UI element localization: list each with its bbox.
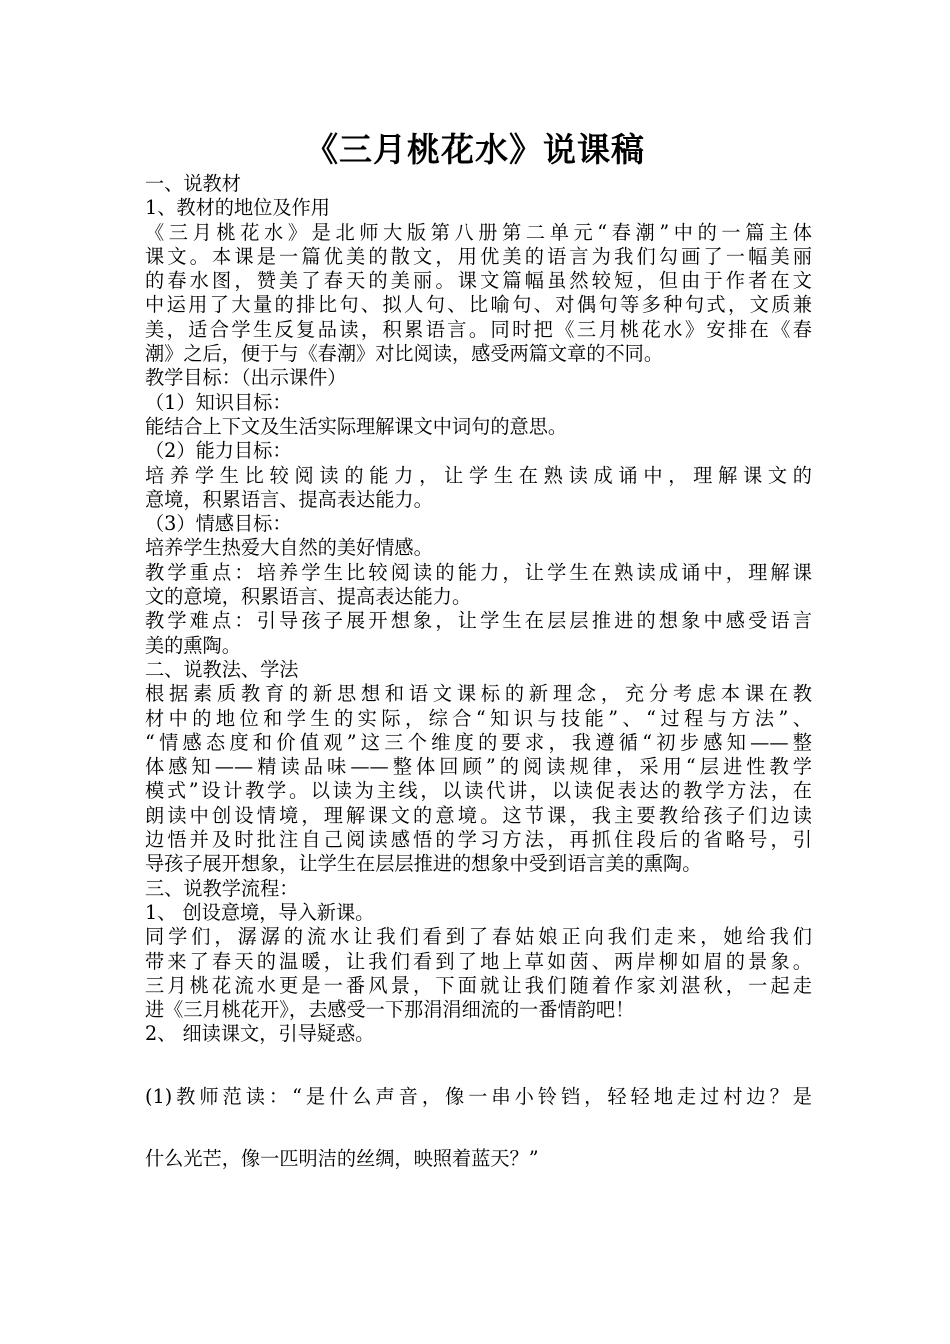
paragraph-line: 文的意境，积累语言、提高表达能力。 [145, 585, 472, 609]
paragraph-line: (1)教师范读：“是什么声音，像一串小铃铛，轻轻地走过村边？是 [145, 1084, 812, 1108]
subsection-heading: 1、教材的地位及作用 [145, 196, 330, 220]
paragraph-line: “情感态度和价值观”这三个维度的要求，我遵循“初步感知——整 [145, 730, 812, 754]
paragraph-line: 同学们，潺潺的流水让我们看到了春姑娘正向我们走来，她给我们 [145, 925, 812, 949]
paragraph-line: 根据素质教育的新思想和语文课标的新理念，充分考虑本课在教 [145, 682, 812, 706]
step-heading: 1、 创设意境，导入新课。 [145, 900, 375, 924]
paragraph-line: 三月桃花流水更是一番风景，下面就让我们随着作家刘湛秋，一起走 [145, 973, 812, 997]
paragraph-line: 导孩子展开想象，让学生在层层推进的想象中受到语言美的熏陶。 [145, 852, 702, 876]
section-heading: 三、说教学流程： [145, 876, 299, 900]
step-heading: 2、 细读课文，引导疑惑。 [145, 1022, 375, 1046]
document-body [145, 172, 812, 1171]
paragraph-line: 培养学生热爱大自然的美好情感。 [145, 536, 433, 560]
paragraph-line: 朗读中创设情境，理解课文的意境。这节课，我主要教给孩子们边读 [145, 803, 812, 827]
paragraph-line: 潮》之后，便于与《春潮》对比阅读，感受两篇文章的不同。 [145, 342, 664, 366]
subsection-heading: 教学目标：（出示课件） [145, 366, 347, 390]
paragraph-line: 材中的地位和学生的实际，综合“知识与技能”、“过程与方法”、 [145, 706, 812, 730]
paragraph-line: 什么光芒，像一匹明洁的丝绸，映照着蓝天？” [145, 1146, 539, 1170]
paragraph-line: 美的熏陶。 [145, 633, 241, 657]
paragraph-line: 教学重点：培养学生比较阅读的能力，让学生在熟读成诵中，理解课 [145, 560, 812, 584]
document-title: 《三月桃花水》说课稿 [305, 130, 645, 169]
paragraph-line: 带来了春天的温暖，让我们看到了地上草如茵、两岸柳如眉的景象。 [145, 949, 812, 973]
paragraph-line: 模式”设计教学。以读为主线，以读代讲，以读促表达的教学方法，在 [145, 779, 812, 803]
section-heading: 一、说教材 [145, 172, 241, 195]
paragraph-line: 体感知——精读品味——整体回顾”的阅读规律，采用“层进性教学 [145, 755, 812, 779]
paragraph-line: 的春水图，赞美了春天的美丽。课文篇幅虽然较短，但由于作者在文 [145, 269, 812, 293]
paragraph-line: 边悟并及时批注自己阅读感悟的学习方法，再抓住段后的省略号，引 [145, 828, 812, 852]
paragraph-line: 意境，积累语言、提高表达能力。 [145, 487, 433, 511]
paragraph-line: 培养学生比较阅读的能力，让学生在熟读成诵中，理解课文的 [145, 463, 812, 487]
paragraph-line: 课文。本课是一篇优美的散文，用优美的语言为我们勾画了一幅美丽 [145, 244, 812, 268]
paragraph-gap [145, 1109, 812, 1147]
goal-heading: （1）知识目标： [145, 390, 292, 414]
paragraph-line: 《三月桃花水》是北师大版第八册第二单元“春潮”中的一篇主体 [145, 220, 812, 244]
paragraph-line: 美，适合学生反复品读，积累语言。同时把《三月桃花水》安排在《春 [145, 317, 812, 341]
paragraph-line: 进《三月桃花开》，去感受一下那涓涓细流的一番情韵吧！ [145, 998, 635, 1022]
paragraph-line: 能结合上下文及生活实际理解课文中词句的意思。 [145, 414, 568, 438]
goal-heading: （3）情感目标： [145, 512, 292, 536]
section-heading: 二、说教法、学法 [145, 657, 299, 681]
paragraph-line: 教学难点：引导孩子展开想象，让学生在层层推进的想象中感受语言 [145, 609, 812, 633]
paragraph-line: 中运用了大量的排比句、拟人句、比喻句、对偶句等多种句式，文质兼 [145, 293, 812, 317]
goal-heading: （2）能力目标： [145, 439, 292, 463]
paragraph-gap [145, 1047, 812, 1085]
